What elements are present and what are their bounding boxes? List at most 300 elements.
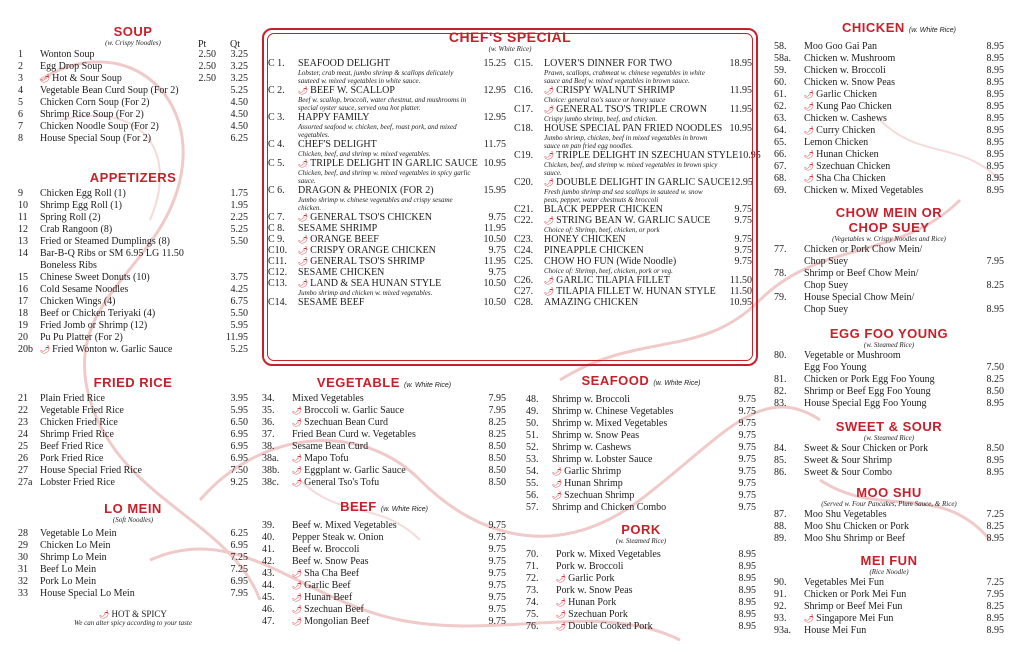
item-name <box>40 344 216 356</box>
item-name <box>804 362 970 374</box>
item-number: 47. <box>262 616 275 627</box>
menu-item <box>774 467 1004 479</box>
item-name-text: Pork w. Snow Peas <box>556 585 633 596</box>
item-name-text: Bar-B-Q Ribs or SM 6.95 LG 11.50 <box>40 248 184 259</box>
item-name-text: Fried Jomb or Shrimp (12) <box>40 320 148 331</box>
item-number: 58. <box>774 41 787 52</box>
item-price: 9.75 <box>488 532 506 543</box>
item-price: 6.95 <box>230 429 248 440</box>
menu-item <box>774 577 1004 589</box>
item-price: 6.95 <box>230 441 248 452</box>
item-number <box>774 256 804 268</box>
item-price: 8.95 <box>738 585 756 596</box>
item-description: Beef w. scallop, broccoli, water chestnut, and mushrooms in special oyster sauce, served ona hot platter. <box>298 96 467 112</box>
item-number: 54. <box>526 466 539 477</box>
item-name-text: House Special Soup (For 2) <box>40 133 152 144</box>
item-name <box>804 244 970 256</box>
menu-item <box>18 429 248 441</box>
item-name <box>804 374 970 386</box>
item-name-text: Chicken Noodle Soup (For 2) <box>40 121 159 132</box>
item-number: 57. <box>526 502 539 513</box>
item-number: 14 <box>18 248 28 259</box>
item-name-text: Shrimp or Beef Chow Mein/ <box>804 268 919 279</box>
item-description: Lobster, crab meat, jumbo shrimp & scallops delicately sauteed w. mixed vegetables in white sauce. <box>298 69 454 85</box>
item-name <box>292 544 470 556</box>
fried-rice-list <box>18 393 248 489</box>
menu-item <box>18 405 248 417</box>
item-name-text: Chicken or Pork Mei Fun <box>804 589 907 600</box>
menu-item <box>774 161 1004 173</box>
menu-item <box>18 552 248 564</box>
item-name <box>40 260 216 272</box>
menu-item <box>526 418 756 430</box>
item-name <box>40 405 216 417</box>
chili-pepper-icon: 🌶︎ <box>544 86 557 95</box>
menu-item <box>774 280 1004 292</box>
item-name <box>556 573 726 585</box>
menu-item <box>774 77 1004 89</box>
menu-item <box>262 616 506 628</box>
item-description: Chicken, beef, and shrimp w. mixed vegetables in spicy garlic sauce. <box>298 169 471 185</box>
item-number: 49. <box>526 406 539 417</box>
item-price: 9.75 <box>488 568 506 579</box>
item-number: C 4. <box>268 139 285 150</box>
item-name <box>40 272 216 284</box>
item-price: 8.95 <box>986 161 1004 172</box>
vegetable-list <box>262 393 506 489</box>
item-name <box>804 443 970 455</box>
item-number: 17 <box>18 296 28 307</box>
item-name <box>804 625 970 637</box>
item-price: 8.95 <box>738 573 756 584</box>
item-name-text: Moo Shu Shrimp or Beef <box>804 533 906 544</box>
item-number: 91. <box>774 589 787 600</box>
item-name <box>292 580 470 592</box>
item-number: 22 <box>18 405 28 416</box>
item-name <box>40 564 216 576</box>
item-number: C 1. <box>268 58 285 69</box>
item-price: 7.95 <box>230 588 248 599</box>
item-name-text: Beef Fried Rice <box>40 441 104 452</box>
item-name-text: Sha Cha Beef <box>304 568 360 579</box>
item-name-text: Shrimp or Beef Mei Fun <box>804 601 903 612</box>
item-price: 8.95 <box>738 621 756 632</box>
menu-item <box>526 597 756 609</box>
item-number: C16. <box>514 85 534 96</box>
item-price: 9.75 <box>734 256 752 267</box>
menu-item <box>18 441 248 453</box>
item-number: C24. <box>514 245 534 256</box>
item-name-text: GENERAL TSO'S SHRIMP <box>310 256 425 267</box>
chili-pepper-icon: 🌶︎ <box>552 479 565 488</box>
chicken-section <box>774 20 1004 197</box>
item-number: 58a. <box>774 53 791 64</box>
item-number: 80. <box>774 350 787 361</box>
item-name <box>804 509 970 521</box>
menu-item <box>774 185 1004 197</box>
item-number: C11. <box>268 256 287 267</box>
hot-spicy-legend <box>18 609 248 619</box>
item-price: 7.25 <box>230 564 248 575</box>
item-price: 8.95 <box>986 65 1004 76</box>
item-name-text: Chicken w. Mushroom <box>804 53 896 64</box>
menu-item <box>774 256 1004 268</box>
menu-item <box>262 580 506 592</box>
menu-item <box>774 521 1004 533</box>
menu-item <box>18 212 248 224</box>
item-number: 85. <box>774 455 787 466</box>
menu-item <box>18 540 248 552</box>
item-price: 11.50 <box>729 286 752 297</box>
item-price: 9.75 <box>738 430 756 441</box>
chow-mein-title: CHOW MEIN OR <box>835 205 943 220</box>
item-name-text: Broccoli w. Garlic Sauce <box>304 405 405 416</box>
item-price: 1.95 <box>230 200 248 211</box>
item-number: 93. <box>774 613 787 624</box>
menu-item <box>18 453 248 465</box>
item-price: 8.95 <box>986 137 1004 148</box>
item-name-text: LAND & SEA HUNAN STYLE <box>310 278 442 289</box>
chili-pepper-icon: 🌶︎ <box>544 105 557 114</box>
item-name <box>804 125 970 137</box>
item-name-text: Garlic Chicken <box>816 89 877 100</box>
chili-pepper-icon: 🌶︎ <box>544 276 557 285</box>
item-name-text: Fried Wonton w. Garlic Sauce <box>52 344 173 355</box>
item-price: 9.75 <box>488 212 506 223</box>
item-name-text: Wonton Soup <box>40 49 95 60</box>
item-price: 9.75 <box>738 418 756 429</box>
item-name-text: Shrimp w. Snow Peas <box>552 430 640 441</box>
item-price: 10.95 <box>738 150 761 161</box>
item-number: 74. <box>526 597 539 608</box>
item-number: 87. <box>774 509 787 520</box>
chili-pepper-icon: 🌶︎ <box>804 126 817 135</box>
item-price: 12.95 <box>730 177 753 188</box>
item-description: Crispy jumbo shrimp, beef, and chicken. <box>544 115 658 123</box>
item-name <box>40 393 216 405</box>
item-name-text: Chicken Egg Roll (1) <box>40 188 126 199</box>
item-name <box>804 53 970 65</box>
item-number: 70. <box>526 549 539 560</box>
item-name-text: Shrimp w. Cashews <box>552 442 632 453</box>
chili-pepper-icon: 🌶︎ <box>292 406 305 415</box>
menu-item <box>774 362 1004 374</box>
beef-list <box>262 520 506 628</box>
menu-item <box>774 374 1004 386</box>
item-number: 48. <box>526 394 539 405</box>
fried-rice-section <box>18 375 248 489</box>
item-name <box>804 161 970 173</box>
item-price: 7.95 <box>986 256 1004 267</box>
item-number: 30 <box>18 552 28 563</box>
item-number: C 3. <box>268 112 285 123</box>
beef-title-row <box>262 499 506 517</box>
item-number: 81. <box>774 374 787 385</box>
chop-suey-title: CHOP SUEY <box>848 220 930 235</box>
item-number: 93a. <box>774 625 791 636</box>
item-name <box>40 85 186 97</box>
item-number: 6 <box>18 109 23 120</box>
vegetable-title-row <box>262 375 506 393</box>
item-number: C 5. <box>268 158 285 169</box>
item-price: 8.50 <box>986 386 1004 397</box>
item-name-text: Vegetable or Mushroom <box>804 350 901 361</box>
item-name <box>40 212 216 224</box>
item-price <box>216 248 248 260</box>
item-number: 10 <box>18 200 28 211</box>
item-number: 65. <box>774 137 787 148</box>
item-name <box>804 386 970 398</box>
chefs-special-header <box>262 30 758 54</box>
item-number: 73. <box>526 585 539 596</box>
sweet-sour-section <box>774 419 1004 479</box>
item-name-text: Hunan Pork <box>568 597 617 608</box>
item-price: 11.75 <box>483 139 506 150</box>
item-name <box>292 465 470 477</box>
item-name-text: Fried Bean Curd w. Vegetables <box>292 429 416 440</box>
item-number: 63. <box>774 113 787 124</box>
menu-item <box>526 406 756 418</box>
item-name-text: Moo Goo Gai Pan <box>804 41 878 52</box>
item-number: 51. <box>526 430 539 441</box>
lo-mein-list <box>18 528 248 600</box>
vegetable-section <box>262 375 506 489</box>
item-name-text: Shrimp w. Mixed Vegetables <box>552 418 668 429</box>
item-description: Chicken, beef, and shrimp w. mixed vegetables in brown spicy sauce. <box>544 161 718 177</box>
item-name-text: Chicken or Pork Chow Mein/ <box>804 244 923 255</box>
menu-item <box>262 544 506 556</box>
item-name <box>40 109 186 121</box>
item-number: 1 <box>18 49 23 60</box>
item-price: 10.95 <box>483 158 506 169</box>
item-name-text: Fried or Steamed Dumplings (8) <box>40 236 170 247</box>
item-name <box>292 532 470 544</box>
item-number: 41. <box>262 544 275 555</box>
item-name-text: Lobster Fried Rice <box>40 477 115 488</box>
moo-shu-title: MOO SHU <box>856 485 922 500</box>
item-name <box>804 350 970 362</box>
item-price: 8.95 <box>986 113 1004 124</box>
item-name <box>804 268 970 280</box>
item-price: 9.75 <box>488 267 506 278</box>
item-price: 7.95 <box>488 393 506 404</box>
item-name <box>552 490 726 502</box>
item-name-text: Chop Suey <box>804 256 849 267</box>
item-name-text: Boneless Ribs <box>40 260 97 271</box>
item-name <box>40 588 216 600</box>
item-price-quart: 3.25 <box>230 73 248 84</box>
item-name-text: Lemon Chicken <box>804 137 869 148</box>
chicken-title: CHICKEN <box>842 20 905 35</box>
item-price: 9.75 <box>488 616 506 627</box>
menu-item <box>18 564 248 576</box>
menu-item <box>774 268 1004 280</box>
item-name <box>40 121 186 133</box>
item-number: 8 <box>18 133 23 144</box>
menu-item <box>526 490 756 502</box>
item-name <box>40 576 216 588</box>
item-price: 6.50 <box>230 417 248 428</box>
item-name-text: Moo Shu Chicken or Pork <box>804 521 909 532</box>
chefs-special-subtitle: (w. White Rice) <box>488 45 532 53</box>
item-name-text: SEAFOOD DELIGHT <box>298 58 390 69</box>
item-price: 9.75 <box>734 234 752 245</box>
item-number: 44. <box>262 580 275 591</box>
item-price: 7.95 <box>986 589 1004 600</box>
item-number: 9 <box>18 188 23 199</box>
item-number <box>18 260 40 272</box>
item-description: Jumbo shrimp, chicken, beef in mixed vegetables in brown sauce on pan fried egg noodles. <box>544 134 708 150</box>
menu-item <box>18 332 248 344</box>
item-number: 28 <box>18 528 28 539</box>
lo-mein-section <box>18 501 248 628</box>
item-name-text: AMAZING CHICKEN <box>544 297 639 308</box>
item-price: 8.95 <box>986 304 1004 315</box>
chili-pepper-icon: 🌶︎ <box>40 74 53 83</box>
item-price-quart: 6.25 <box>230 133 248 144</box>
moo-shu-list <box>774 509 1004 545</box>
chili-pepper-icon: 🌶︎ <box>556 610 569 619</box>
item-number: 82. <box>774 386 787 397</box>
item-name <box>552 466 726 478</box>
menu-item <box>262 592 506 604</box>
item-name <box>804 455 970 467</box>
item-name-text: Shrimp Fried Rice <box>40 429 114 440</box>
item-number: 67. <box>774 161 787 172</box>
item-price: 8.95 <box>738 609 756 620</box>
item-price: 7.25 <box>986 577 1004 588</box>
item-name-text: Szechuan Chicken <box>816 161 891 172</box>
moo-shu-subtitle: (Served w. Four Pancakes, Plum Sauce, & Rice) <box>821 500 957 508</box>
item-price: 11.95 <box>483 256 506 267</box>
menu-item <box>18 588 248 600</box>
menu-item <box>774 292 1004 304</box>
item-name-text: Chop Suey <box>804 304 849 315</box>
item-name <box>552 502 726 514</box>
item-name-text: Chicken or Pork Egg Foo Young <box>804 374 935 385</box>
chili-pepper-icon: 🌶︎ <box>556 598 569 607</box>
item-price: 11.95 <box>729 104 752 115</box>
item-name-text: HOUSE SPECIAL PAN FRIED NOODLES <box>544 123 723 134</box>
menu-item <box>526 442 756 454</box>
item-name-text: Pork Lo Mein <box>40 576 97 587</box>
item-name-text: Egg Drop Soup <box>40 61 103 72</box>
item-name <box>804 89 970 101</box>
menu-item <box>774 304 1004 316</box>
item-number: 38. <box>262 441 275 452</box>
item-number: 19 <box>18 320 28 331</box>
item-name-text: TRIPLE DELIGHT IN GARLIC SAUCE <box>310 158 478 169</box>
item-name-text: HAPPY FAMILY <box>298 112 370 123</box>
item-name <box>552 478 726 490</box>
item-description: Jumbo shrimp w. chinese vegetables and crispy sesame chicken. <box>298 196 453 212</box>
item-price: 8.95 <box>986 173 1004 184</box>
item-price: 5.50 <box>230 308 248 319</box>
item-name <box>40 248 216 260</box>
appetizers-section <box>18 170 248 356</box>
chili-pepper-icon: 🌶︎ <box>292 466 305 475</box>
chili-pepper-icon: 🌶︎ <box>292 454 305 463</box>
mei-fun-section <box>774 553 1004 637</box>
menu-item <box>18 272 248 284</box>
item-price-pint: 2.50 <box>198 61 216 72</box>
item-price: 9.75 <box>488 592 506 603</box>
chili-pepper-icon: 🌶︎ <box>298 257 311 266</box>
item-name <box>292 429 470 441</box>
item-price: 5.95 <box>230 320 248 331</box>
item-name <box>40 188 216 200</box>
item-number: C 9. <box>268 234 285 245</box>
chefs-special-title: CHEF'S SPECIAL <box>448 29 572 45</box>
item-name <box>552 406 726 418</box>
item-name-text: Garlic Pork <box>568 573 615 584</box>
item-price: 4.25 <box>230 284 248 295</box>
item-number: 79. <box>774 292 787 303</box>
item-number: C 6. <box>268 185 285 196</box>
pint-header: Pt <box>198 39 207 50</box>
item-name <box>292 604 470 616</box>
item-price: 9.75 <box>734 204 752 215</box>
menu-item <box>18 477 248 489</box>
item-number: 27a <box>18 477 33 488</box>
item-price: 9.75 <box>488 245 506 256</box>
chefs-special-box <box>262 28 758 366</box>
item-price: 6.95 <box>230 540 248 551</box>
item-name-text: CRISPY ORANGE CHICKEN <box>310 245 436 256</box>
item-name <box>40 236 216 248</box>
menu-item <box>262 441 506 453</box>
item-name-text: Spring Roll (2) <box>40 212 101 223</box>
menu-item <box>18 320 248 332</box>
item-number: 20b <box>18 344 33 355</box>
item-name <box>804 292 970 304</box>
item-name <box>40 296 216 308</box>
item-price: 8.95 <box>986 149 1004 160</box>
item-name <box>292 477 470 489</box>
menu-item <box>18 85 248 97</box>
item-name-text: Cold Sesame Noodles <box>40 284 129 295</box>
menu-item <box>526 561 756 573</box>
item-price <box>216 260 248 272</box>
chili-pepper-icon: 🌶︎ <box>804 102 817 111</box>
item-name-text: Mapo Tofu <box>304 453 349 464</box>
item-name <box>40 308 216 320</box>
item-price: 8.95 <box>986 101 1004 112</box>
item-number: 61. <box>774 89 787 100</box>
menu-item <box>774 137 1004 149</box>
menu-item <box>18 417 248 429</box>
item-name <box>40 332 216 344</box>
menu-item <box>262 568 506 580</box>
item-price: 9.75 <box>488 580 506 591</box>
item-price: 8.25 <box>488 417 506 428</box>
item-number: 11 <box>18 212 28 223</box>
item-price: 11.95 <box>225 332 248 343</box>
item-name-text: Mixed Vegetables <box>292 393 364 404</box>
item-name <box>804 137 970 149</box>
item-number: 7 <box>18 121 23 132</box>
item-name <box>40 552 216 564</box>
chicken-title-row <box>794 20 1004 38</box>
sweet-sour-subtitle: (w. Steamed Rice) <box>863 434 915 442</box>
seafood-section <box>526 373 756 514</box>
item-price: 8.95 <box>986 455 1004 466</box>
chili-pepper-icon: 🌶︎ <box>99 610 110 619</box>
item-number: C25. <box>514 256 534 267</box>
item-number: 78. <box>774 268 787 279</box>
beef-title: BEEF <box>340 499 377 514</box>
item-name-text: Sweet & Sour Chicken or Pork <box>804 443 929 454</box>
